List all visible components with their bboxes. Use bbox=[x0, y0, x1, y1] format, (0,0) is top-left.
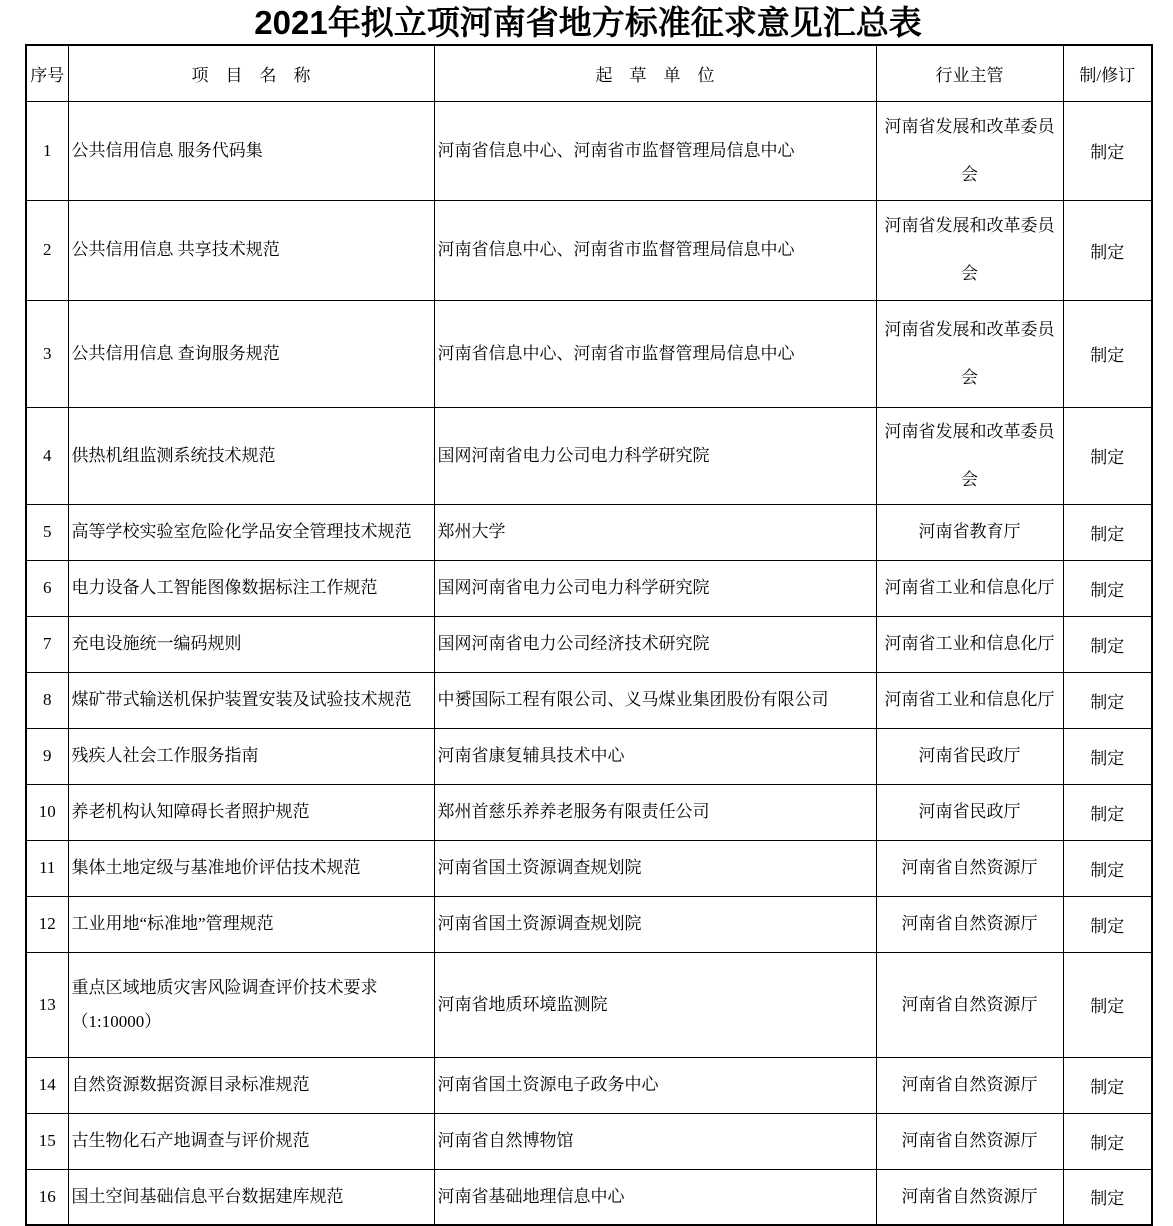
cell-industry-dept: 河南省自然资源厅 bbox=[876, 840, 1063, 896]
cell-industry-dept: 河南省自然资源厅 bbox=[876, 1057, 1063, 1113]
cell-drafting-unit: 郑州大学 bbox=[434, 504, 876, 560]
cell-industry-dept: 河南省自然资源厅 bbox=[876, 1169, 1063, 1225]
page-title: 2021年拟立项河南省地方标准征求意见汇总表 bbox=[254, 4, 922, 41]
cell-serial-number: 16 bbox=[26, 1169, 68, 1225]
cell-industry-dept: 河南省发展和改革委员会 bbox=[876, 300, 1063, 407]
cell-project-name: 集体土地定级与基准地价评估技术规范 bbox=[68, 840, 434, 896]
table-row bbox=[26, 504, 1152, 560]
table-row bbox=[26, 407, 1152, 504]
cell-drafting-unit: 河南省自然博物馆 bbox=[434, 1113, 876, 1169]
cell-formulate-revise: 制定 bbox=[1063, 407, 1152, 504]
cell-serial-number: 13 bbox=[26, 952, 68, 1057]
cell-industry-dept: 河南省工业和信息化厅 bbox=[876, 560, 1063, 616]
cell-project-name: 重点区域地质灾害风险调查评价技术要求（1:10000） bbox=[68, 952, 434, 1057]
cell-project-name: 残疾人社会工作服务指南 bbox=[68, 728, 434, 784]
cell-formulate-revise: 制定 bbox=[1063, 1169, 1152, 1225]
cell-serial-number: 7 bbox=[26, 616, 68, 672]
cell-drafting-unit: 河南省国土资源调查规划院 bbox=[434, 896, 876, 952]
cell-drafting-unit: 国网河南省电力公司经济技术研究院 bbox=[434, 616, 876, 672]
standards-summary-table bbox=[25, 44, 1153, 1226]
cell-formulate-revise: 制定 bbox=[1063, 616, 1152, 672]
cell-drafting-unit: 河南省基础地理信息中心 bbox=[434, 1169, 876, 1225]
cell-project-name: 养老机构认知障碍长者照护规范 bbox=[68, 784, 434, 840]
cell-industry-dept: 河南省工业和信息化厅 bbox=[876, 672, 1063, 728]
col-header-drafting-unit: 起 草 单 位 bbox=[434, 45, 876, 101]
cell-formulate-revise: 制定 bbox=[1063, 784, 1152, 840]
cell-drafting-unit: 国网河南省电力公司电力科学研究院 bbox=[434, 560, 876, 616]
cell-serial-number: 4 bbox=[26, 407, 68, 504]
cell-formulate-revise: 制定 bbox=[1063, 1113, 1152, 1169]
cell-project-name: 高等学校实验室危险化学品安全管理技术规范 bbox=[68, 504, 434, 560]
cell-industry-dept: 河南省发展和改革委员会 bbox=[876, 101, 1063, 200]
table-row bbox=[26, 1057, 1152, 1113]
cell-formulate-revise: 制定 bbox=[1063, 840, 1152, 896]
cell-project-name: 公共信用信息 查询服务规范 bbox=[68, 300, 434, 407]
cell-project-name: 电力设备人工智能图像数据标注工作规范 bbox=[68, 560, 434, 616]
cell-serial-number: 11 bbox=[26, 840, 68, 896]
cell-industry-dept: 河南省民政厅 bbox=[876, 728, 1063, 784]
cell-serial-number: 5 bbox=[26, 504, 68, 560]
table-row bbox=[26, 952, 1152, 1057]
col-header-serial-number: 序号 bbox=[26, 45, 68, 101]
cell-serial-number: 3 bbox=[26, 300, 68, 407]
cell-formulate-revise: 制定 bbox=[1063, 200, 1152, 300]
cell-project-name: 煤矿带式输送机保护装置安装及试验技术规范 bbox=[68, 672, 434, 728]
cell-drafting-unit: 中赟国际工程有限公司、义马煤业集团股份有限公司 bbox=[434, 672, 876, 728]
cell-serial-number: 6 bbox=[26, 560, 68, 616]
table-row bbox=[26, 728, 1152, 784]
col-header-formulate-revise: 制/修订 bbox=[1063, 45, 1152, 101]
cell-serial-number: 10 bbox=[26, 784, 68, 840]
table-body bbox=[26, 101, 1152, 1225]
cell-drafting-unit: 河南省地质环境监测院 bbox=[434, 952, 876, 1057]
cell-formulate-revise: 制定 bbox=[1063, 504, 1152, 560]
cell-formulate-revise: 制定 bbox=[1063, 1057, 1152, 1113]
table-row bbox=[26, 1113, 1152, 1169]
cell-formulate-revise: 制定 bbox=[1063, 101, 1152, 200]
cell-project-name: 公共信用信息 共享技术规范 bbox=[68, 200, 434, 300]
cell-drafting-unit: 河南省康复辅具技术中心 bbox=[434, 728, 876, 784]
header-row bbox=[26, 45, 1152, 101]
cell-serial-number: 15 bbox=[26, 1113, 68, 1169]
cell-project-name: 充电设施统一编码规则 bbox=[68, 616, 434, 672]
cell-serial-number: 9 bbox=[26, 728, 68, 784]
cell-industry-dept: 河南省自然资源厅 bbox=[876, 952, 1063, 1057]
cell-serial-number: 2 bbox=[26, 200, 68, 300]
cell-project-name: 公共信用信息 服务代码集 bbox=[68, 101, 434, 200]
cell-formulate-revise: 制定 bbox=[1063, 300, 1152, 407]
cell-project-name: 国土空间基础信息平台数据建库规范 bbox=[68, 1169, 434, 1225]
table-row bbox=[26, 616, 1152, 672]
cell-formulate-revise: 制定 bbox=[1063, 560, 1152, 616]
cell-project-name: 古生物化石产地调查与评价规范 bbox=[68, 1113, 434, 1169]
cell-drafting-unit: 河南省信息中心、河南省市监督管理局信息中心 bbox=[434, 200, 876, 300]
cell-industry-dept: 河南省发展和改革委员会 bbox=[876, 407, 1063, 504]
cell-drafting-unit: 河南省信息中心、河南省市监督管理局信息中心 bbox=[434, 300, 876, 407]
cell-industry-dept: 河南省自然资源厅 bbox=[876, 1113, 1063, 1169]
cell-industry-dept: 河南省民政厅 bbox=[876, 784, 1063, 840]
cell-drafting-unit: 河南省国土资源调查规划院 bbox=[434, 840, 876, 896]
cell-serial-number: 8 bbox=[26, 672, 68, 728]
cell-drafting-unit: 河南省信息中心、河南省市监督管理局信息中心 bbox=[434, 101, 876, 200]
table-row bbox=[26, 896, 1152, 952]
table-row bbox=[26, 101, 1152, 200]
table-row bbox=[26, 200, 1152, 300]
table-row bbox=[26, 1169, 1152, 1225]
col-header-industry-dept: 行业主管 bbox=[876, 45, 1063, 101]
col-header-project-name: 项 目 名 称 bbox=[68, 45, 434, 101]
cell-industry-dept: 河南省发展和改革委员会 bbox=[876, 200, 1063, 300]
table-row bbox=[26, 784, 1152, 840]
cell-industry-dept: 河南省工业和信息化厅 bbox=[876, 616, 1063, 672]
cell-industry-dept: 河南省自然资源厅 bbox=[876, 896, 1063, 952]
cell-formulate-revise: 制定 bbox=[1063, 896, 1152, 952]
cell-industry-dept: 河南省教育厅 bbox=[876, 504, 1063, 560]
cell-drafting-unit: 河南省国土资源电子政务中心 bbox=[434, 1057, 876, 1113]
cell-formulate-revise: 制定 bbox=[1063, 728, 1152, 784]
table-row bbox=[26, 672, 1152, 728]
cell-drafting-unit: 郑州首慈乐养养老服务有限责任公司 bbox=[434, 784, 876, 840]
cell-serial-number: 1 bbox=[26, 101, 68, 200]
cell-serial-number: 12 bbox=[26, 896, 68, 952]
cell-project-name: 工业用地“标准地”管理规范 bbox=[68, 896, 434, 952]
table-row bbox=[26, 560, 1152, 616]
cell-project-name: 自然资源数据资源目录标准规范 bbox=[68, 1057, 434, 1113]
table-row bbox=[26, 840, 1152, 896]
cell-formulate-revise: 制定 bbox=[1063, 672, 1152, 728]
cell-drafting-unit: 国网河南省电力公司电力科学研究院 bbox=[434, 407, 876, 504]
table-row bbox=[26, 300, 1152, 407]
cell-serial-number: 14 bbox=[26, 1057, 68, 1113]
cell-project-name: 供热机组监测系统技术规范 bbox=[68, 407, 434, 504]
cell-formulate-revise: 制定 bbox=[1063, 952, 1152, 1057]
